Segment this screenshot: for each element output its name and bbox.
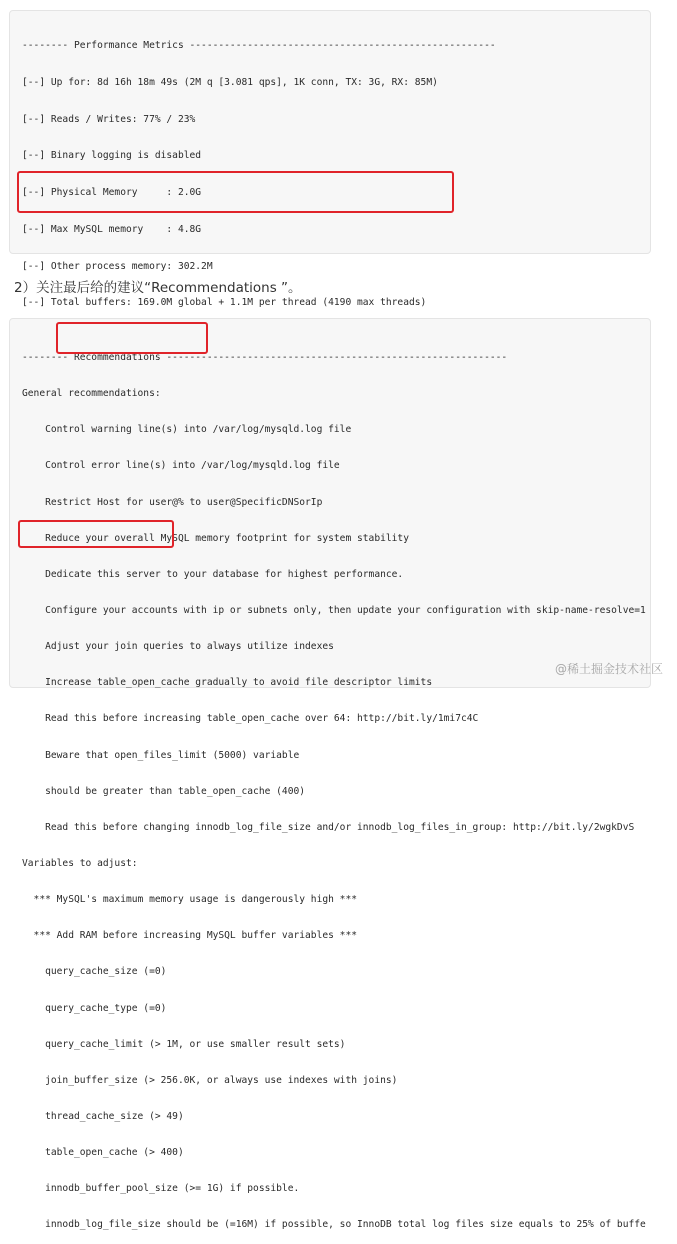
terminal-line: Dedicate this server to your database for highest performance.	[22, 568, 404, 580]
terminal-line: Increase table_open_cache gradually to avoid file descriptor limits	[22, 677, 433, 689]
watermark-text: @稀土掘金技术社区	[554, 662, 663, 676]
terminal-line: [--] Binary logging is disabled	[22, 150, 202, 162]
terminal-line: Reduce your overall MySQL memory footprint for system stability	[22, 532, 409, 544]
terminal-line: thread_cache_size (> 49)	[22, 1110, 184, 1122]
terminal-line: table_open_cache (> 400)	[22, 1147, 184, 1159]
terminal-line: Variables to adjust:	[22, 857, 138, 869]
terminal-line: *** MySQL's maximum memory usage is dangerously high ***	[22, 894, 358, 906]
terminal-line: [--] Max MySQL memory : 4.8G	[22, 223, 202, 235]
terminal-line: Adjust your join queries to always utilize indexes	[22, 641, 334, 653]
terminal-line: Restrict Host for user@% to user@SpecificDNSorIp	[22, 496, 323, 508]
terminal-line: [--] Total buffers: 169.0M global + 1.1M per thread (4190 max threads)	[22, 297, 427, 309]
terminal-line: should be greater than table_open_cache (400)	[22, 785, 306, 797]
terminal-line: [--] Physical Memory : 2.0G	[22, 187, 202, 198]
terminal-line: Read this before changing innodb_log_file_size and/or innodb_log_files_in_group: http://bit.ly/2wgkDvS	[22, 821, 635, 833]
terminal-line: [--] Other process memory: 302.2M	[22, 260, 213, 272]
terminal-line: Read this before increasing table_open_cache over 64: http://bit.ly/1mi7c4C	[22, 713, 479, 725]
terminal-line: General recommendations:	[22, 388, 161, 400]
terminal-line: innodb_buffer_pool_size (>= 1G) if possible.	[22, 1183, 300, 1195]
terminal-line: query_cache_size (=0)	[22, 966, 167, 978]
terminal-line: Beware that open_files_limit (5000) variable	[22, 749, 300, 761]
terminal-line: join_buffer_size (> 256.0K, or always use indexes with joins)	[22, 1074, 398, 1086]
terminal-line: Control warning line(s) into /var/log/mysqld.log file	[22, 424, 352, 436]
terminal-line: Control error line(s) into /var/log/mysqld.log file	[22, 460, 340, 472]
terminal-line: [--] Up for: 8d 16h 18m 49s (2M q [3.081 qps], 1K conn, TX: 3G, RX: 85M)	[22, 76, 438, 88]
caption-text: 2）关注最后给的建议“Recommendations ”。	[14, 280, 302, 296]
terminal-line: [--] Reads / Writes: 77% / 23%	[22, 113, 196, 125]
terminal-line: innodb_log_file_size should be (=16M) if possible, so InnoDB total log files size equals to 25% of buffe	[22, 1219, 646, 1231]
terminal-line: query_cache_limit (> 1M, or use smaller result sets)	[22, 1038, 346, 1050]
terminal-line: -------- Recommendations -----------------------------------------------------------	[22, 352, 508, 363]
terminal-line: Configure your accounts with ip or subnets only, then update your configuration with skip-name-resolve=1	[22, 604, 646, 616]
terminal-line: query_cache_type (=0)	[22, 1002, 167, 1014]
terminal-line: -------- Performance Metrics -----------------------------------------------------	[22, 40, 496, 51]
recommendations-panel	[9, 318, 651, 1231]
terminal-line: *** Add RAM before increasing MySQL buffer variables ***	[22, 930, 358, 942]
